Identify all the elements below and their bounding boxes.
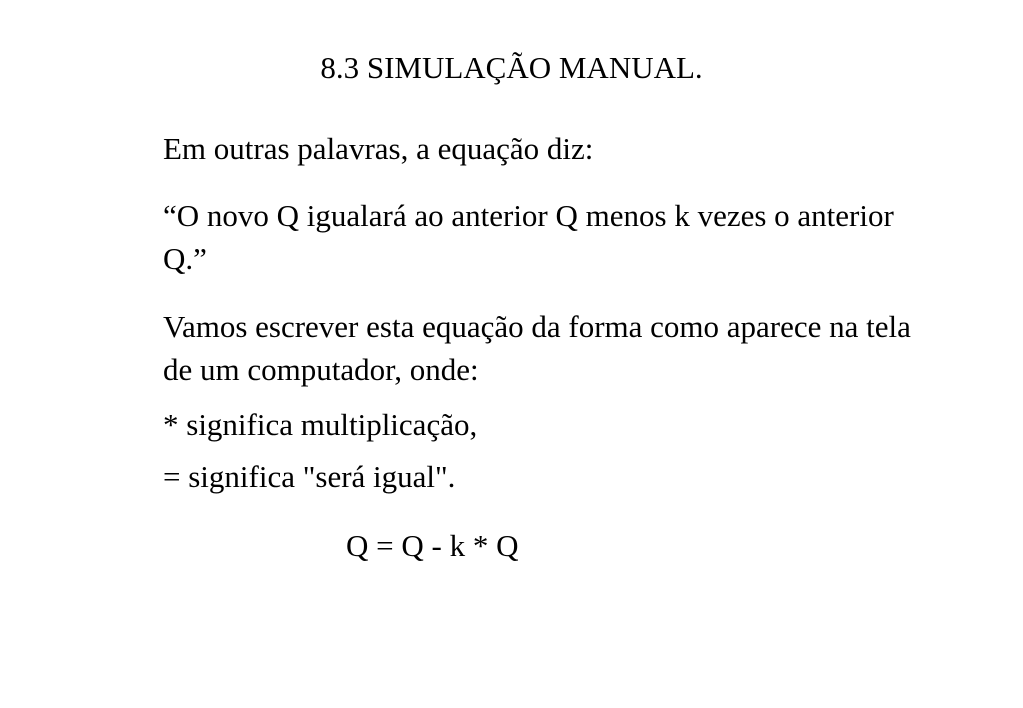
slide-title: 8.3 SIMULAÇÃO MANUAL. — [320, 50, 703, 85]
paragraph-intro: Em outras palavras, a equação diz: — [163, 131, 594, 166]
paragraph-explanation: Vamos escrever esta equação da forma como aparece na tela de um computador, onde: — [163, 309, 911, 387]
paragraph-equals-definition: = significa "será igual". — [163, 459, 456, 494]
paragraph-quote: “O novo Q igualará ao anterior Q menos k vezes o anterior Q.” — [163, 198, 894, 276]
paragraph-multiply-definition: * significa multiplicação, — [163, 407, 478, 442]
equation: Q = Q - k * Q — [346, 528, 519, 563]
